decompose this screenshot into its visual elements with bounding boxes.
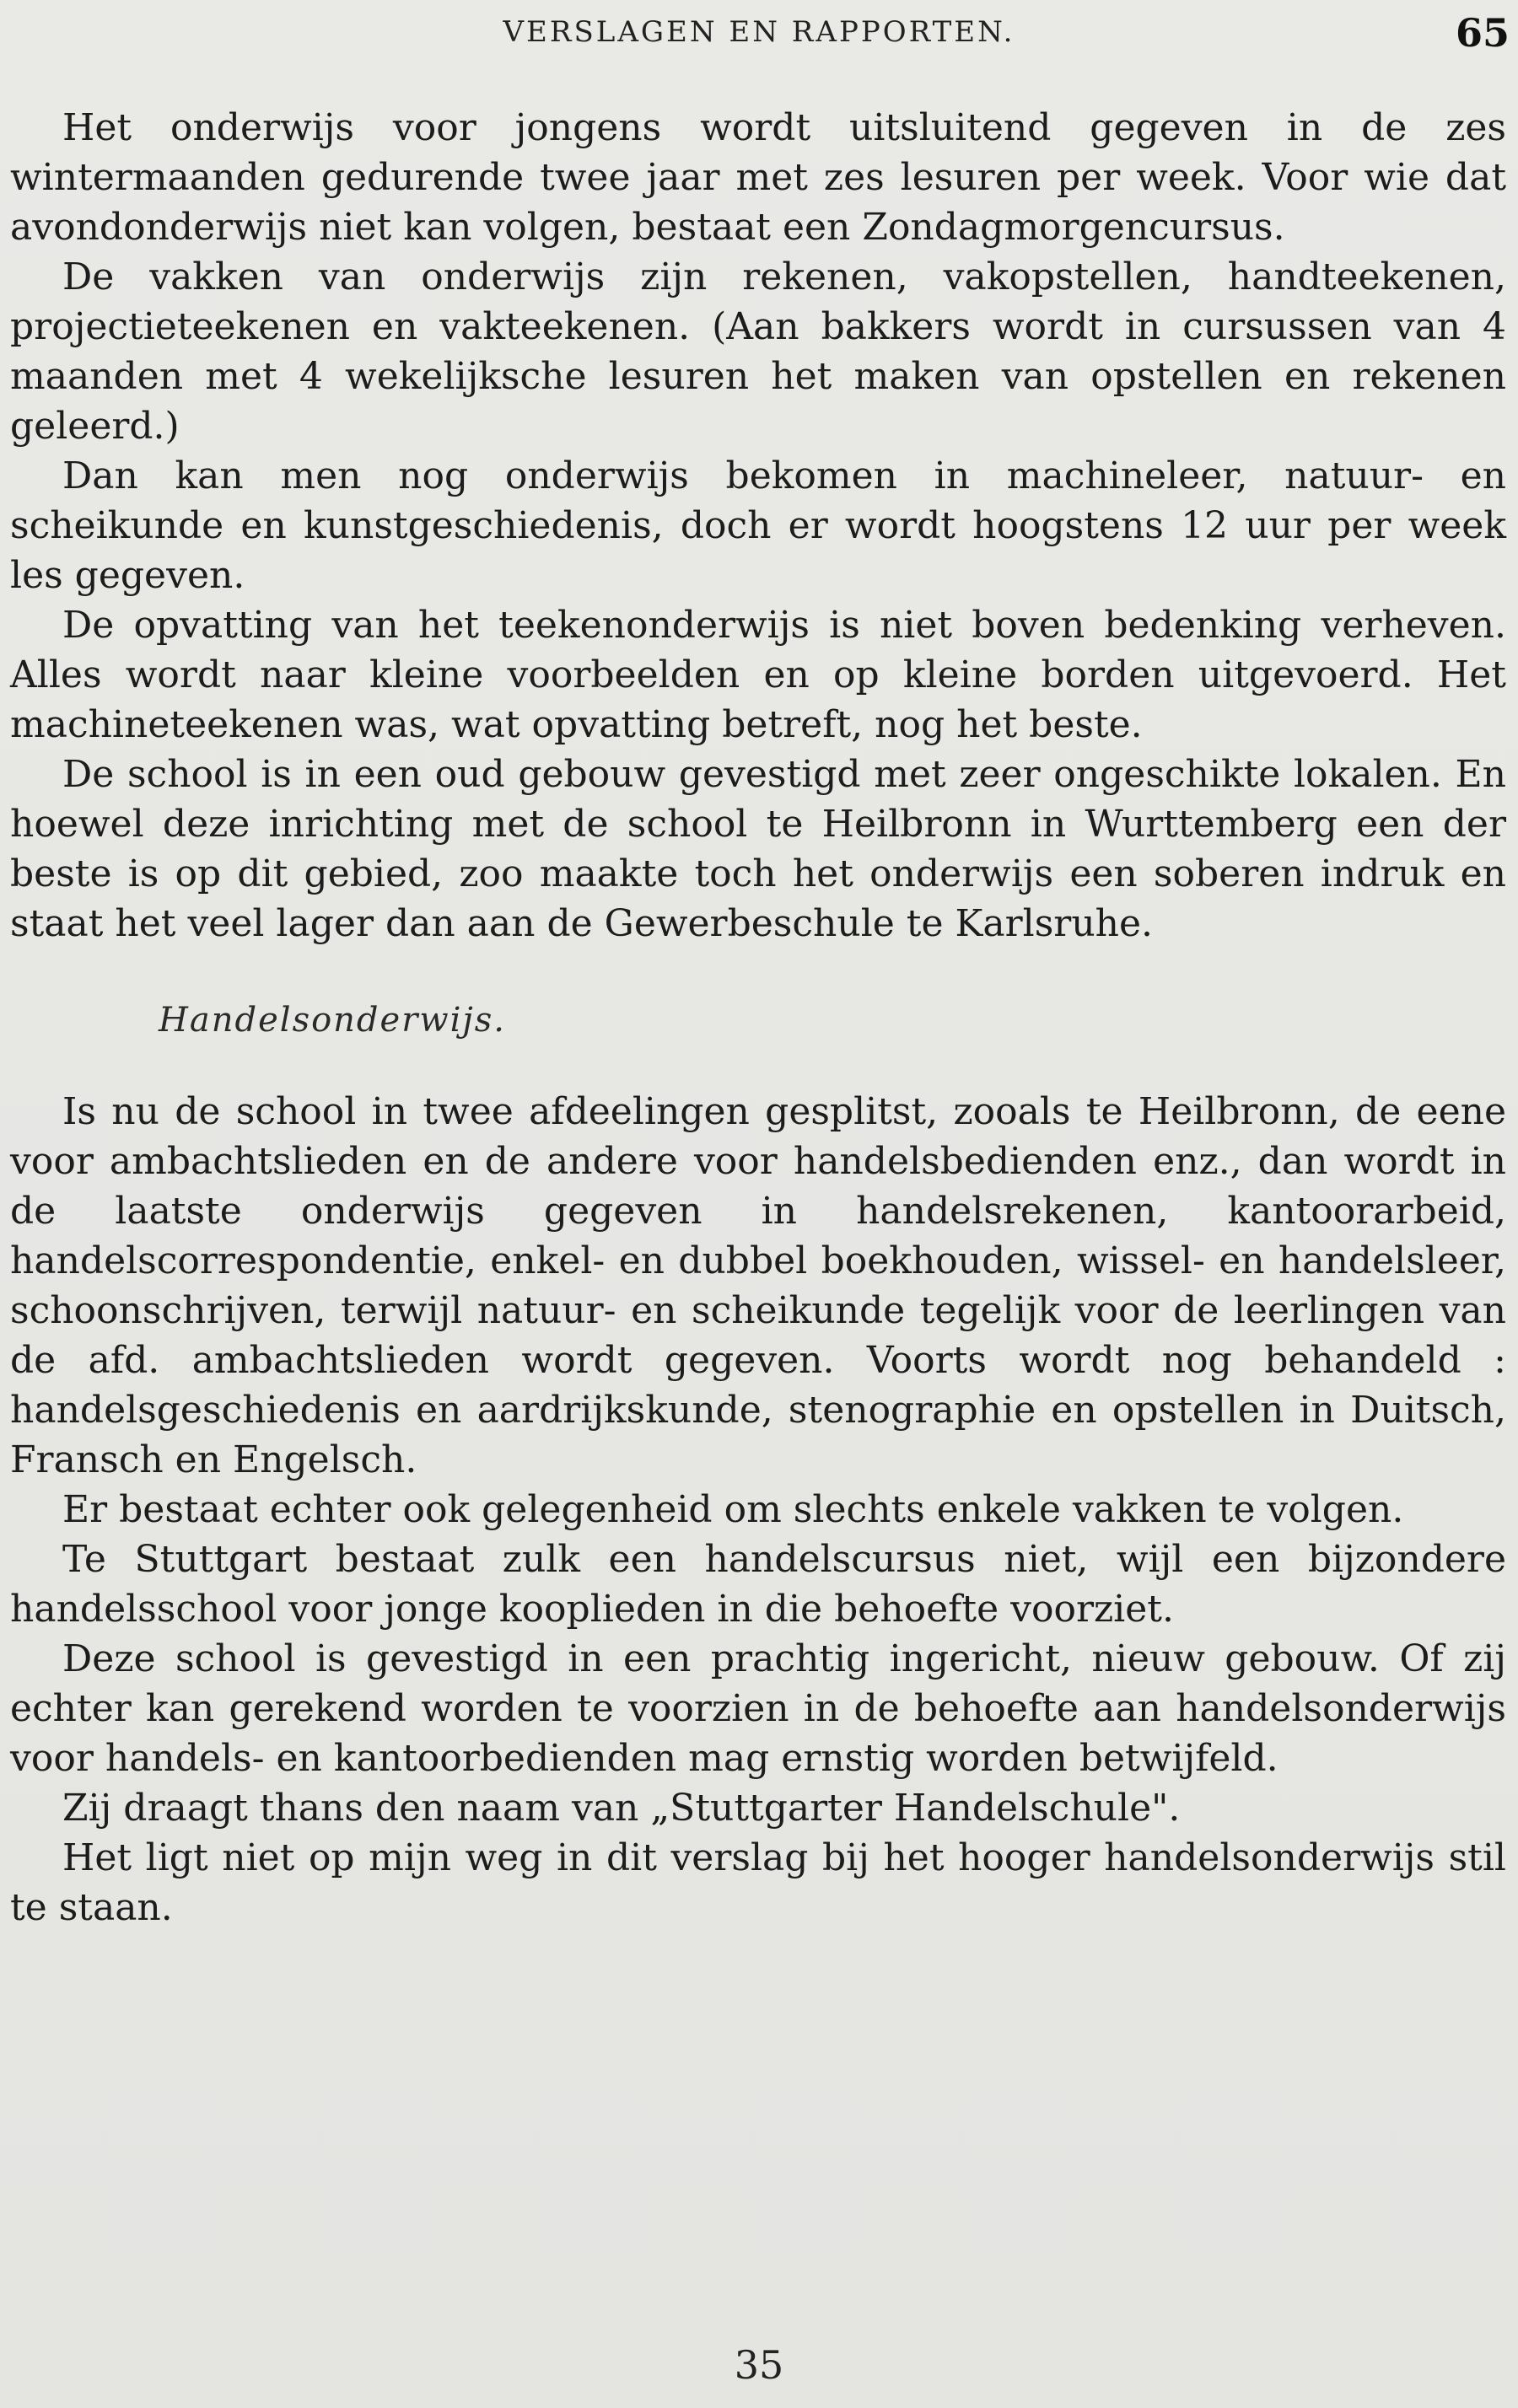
paragraph: Te Stuttgart bestaat zulk een handelscursus niet, wijl een bijzondere handelsschool voor jonge kooplieden in die behoefte voorziet.: [10, 1538, 1506, 1631]
paragraph: Deze school is gevestigd in een prachtig ingericht, nieuw gebouw. Of zij echter kan gerekend worden te voorzien in de behoefte aan handelsonderwijs voor handels- en kantoorbedienden mag ernstig worden betwijfeld.: [10, 1637, 1506, 1780]
page-number: 65: [1455, 10, 1510, 56]
section-heading: Handelsonderwijs.: [159, 1001, 507, 1040]
section-trade-education: [10, 103, 1506, 949]
running-header: [0, 10, 1518, 57]
paragraph: De opvatting van het teekenonderwijs is niet boven bedenking verheven. Alles wordt naar kleine voorbeelden en op kleine borden uitgevoerd. Het machineteekenen was, wat opvatting betreft, nog het beste.: [10, 604, 1506, 746]
body-text: [10, 103, 1506, 1932]
paragraph: De vakken van onderwijs zijn rekenen, vakopstellen, handteekenen, projectieteekenen en vakteekenen. (Aan bakkers wordt in cursussen van 4 maanden met 4 wekelijksche lesuren het maken van opstellen en rekenen geleerd.): [10, 255, 1506, 448]
paragraph: Het ligt niet op mijn weg in dit verslag bij het hooger handelsonderwijs stil te staan.: [10, 1836, 1506, 1929]
paragraph: Is nu de school in twee afdeelingen gesplitst, zooals te Heilbronn, de eene voor ambachtslieden en de andere voor handelsbedienden enz., dan wordt in de laatste onderwijs gegeven in handelsrekenen, kantoorarbeid, handelscorrespondentie, enkel- en dubbel boekhouden, wissel- en handelsleer, schoonschrijven, terwijl natuur- en scheikunde tegelijk voor de leerlingen van de afd. ambachtslieden wordt gegeven. Voorts wordt nog behandeld : handelsgeschiedenis en aardrijkskunde, stenographie en opstellen in Duitsch, Fransch en Engelsch.: [10, 1090, 1506, 1481]
paragraph: Dan kan men nog onderwijs bekomen in machineleer, natuur- en scheikunde en kunstgeschiedenis, doch er wordt hoogstens 12 uur per week les gegeven.: [10, 454, 1506, 597]
paragraph: De school is in een oud gebouw gevestigd met zeer ongeschikte lokalen. En hoewel deze inrichting met de school te Heilbronn in Wurttemberg een der beste is op dit gebied, zoo maakte toch het onderwijs een soberen indruk en staat het veel lager dan aan de Gewerbeschule te Karlsruhe.: [10, 753, 1506, 945]
paragraph: Zij draagt thans den naam van „Stuttgarter Handelschule".: [62, 1787, 1181, 1830]
section-commercial-education: [10, 1087, 1506, 1932]
paragraph: Het onderwijs voor jongens wordt uitsluitend gegeven in de zes wintermaanden gedurende twee jaar met zes lesuren per week. Voor wie dat avondonderwijs niet kan volgen, bestaat een Zondagmorgencursus.: [10, 106, 1506, 249]
signature-mark: 35: [734, 2342, 784, 2388]
running-title: VERSLAGEN EN RAPPORTEN.: [503, 15, 1015, 49]
paragraph: Er bestaat echter ook gelegenheid om slechts enkele vakken te volgen.: [62, 1488, 1404, 1531]
